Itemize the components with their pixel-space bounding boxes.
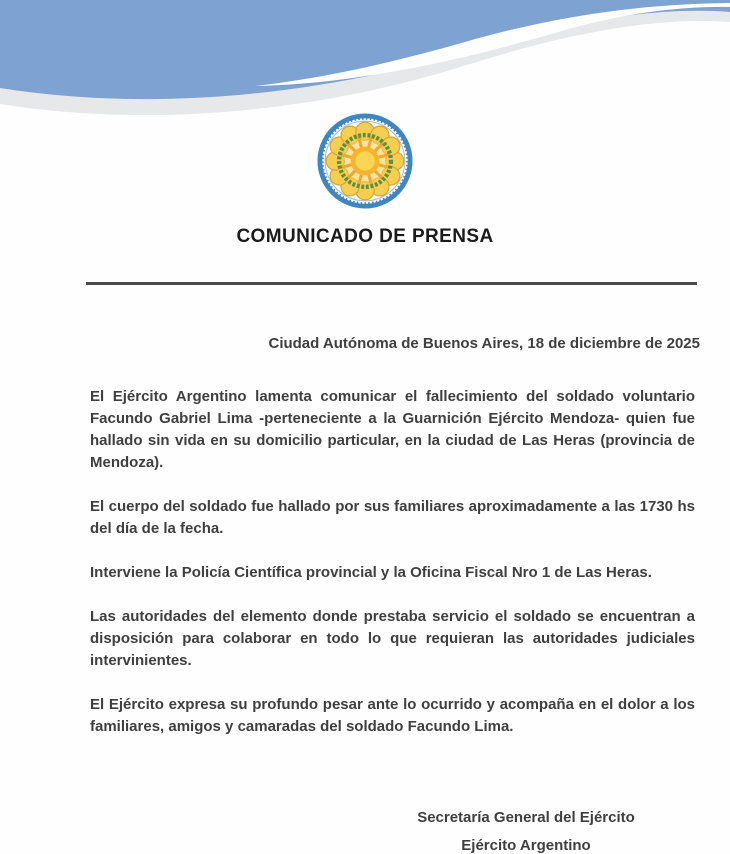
logo-container bbox=[0, 113, 730, 209]
signature-line-org: Ejército Argentino bbox=[461, 837, 591, 854]
paragraph-condolences: El Ejército expresa su profundo pesar ante lo ocurrido y acompaña en el dolor a los familiares, amigos y camaradas del soldado Facundo Lima. bbox=[90, 696, 695, 735]
dateline: Ciudad Autónoma de Buenos Aires, 18 de diciembre de 2025 bbox=[268, 335, 700, 352]
paragraph-authorities: Las autoridades del elemento donde prestaba servicio el soldado se encuentran a disposición para colaborar en todo lo que requieran las autoridades judiciales intervinientes. bbox=[90, 608, 695, 669]
paragraph-discovery: El cuerpo del soldado fue hallado por sus familiares aproximadamente a las 1730 hs del día de la fecha. bbox=[90, 498, 695, 537]
page-title: COMUNICADO DE PRENSA bbox=[236, 226, 494, 247]
paragraph-investigation: Interviene la Policía Científica provincial y la Oficina Fiscal Nro 1 de Las Heras. bbox=[90, 564, 652, 581]
signature-block bbox=[376, 804, 676, 854]
title-divider bbox=[86, 282, 697, 285]
decorative-wave-header bbox=[0, 0, 730, 125]
signature-line-office: Secretaría General del Ejército bbox=[417, 809, 635, 826]
ejercito-argentino-seal-icon bbox=[317, 113, 413, 209]
document-body bbox=[0, 352, 730, 738]
wave-graphic bbox=[0, 0, 730, 125]
paragraph-announcement: El Ejército Argentino lamenta comunicar el fallecimiento del soldado voluntario Facundo Gabriel Lima -perteneciente a la Guarnición Ejército Mendoza- quien fue hallado sin vida en su domicilio particular, en la ciudad de Las Heras (provincia de Mendoza). bbox=[90, 388, 695, 471]
